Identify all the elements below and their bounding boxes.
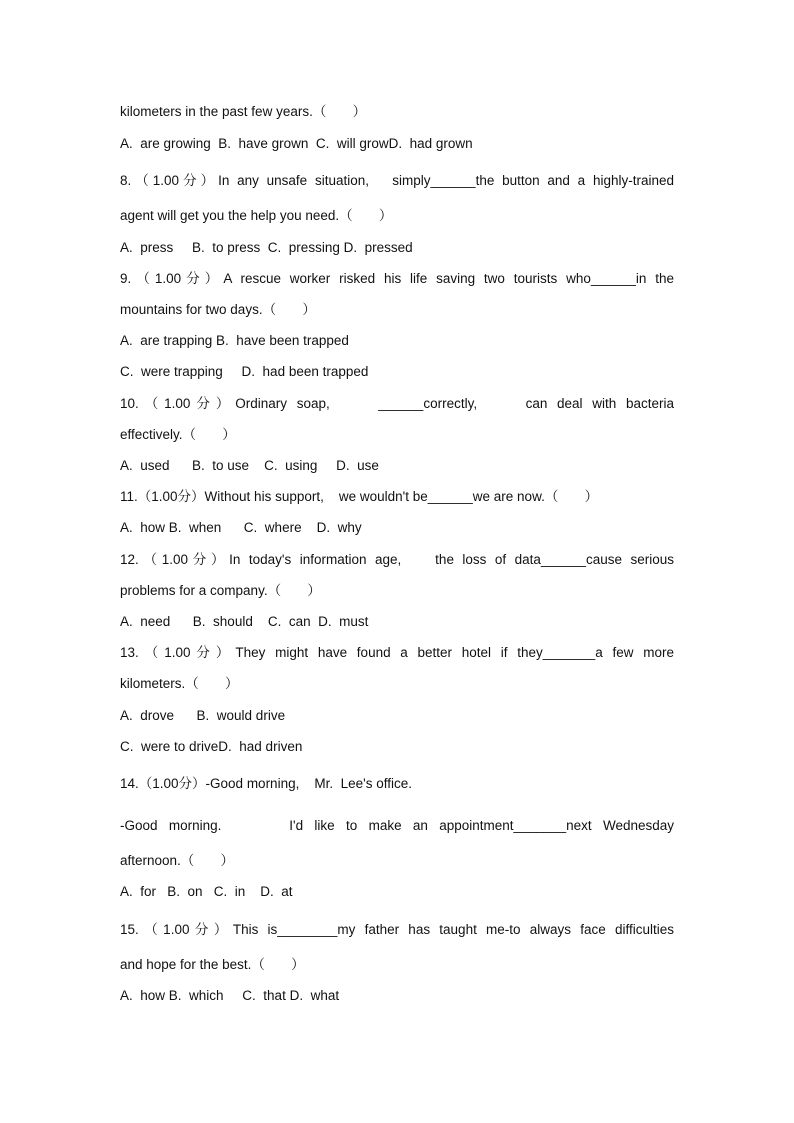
q10-question-line: 10.（1.00分）Ordinary soap, ______correctly, can deal with bacteria (120, 396, 674, 411)
q7-options: A. are growing B. have grown C. will growD. had grown (120, 136, 473, 151)
q10-question-line: effectively.（ ） (120, 427, 236, 442)
q9-question-line: mountains for two days.（ ） (120, 302, 316, 317)
q14-question-line: 14.（1.00分）-Good morning, Mr. Lee's office. (120, 776, 412, 791)
q13-options: A. drove B. would drive (120, 708, 286, 723)
q15-options: A. how B. which C. that D. what (120, 988, 340, 1003)
q9-options: A. are trapping B. have been trapped (120, 333, 349, 348)
q10-options: A. used B. to use C. using D. use (120, 458, 379, 473)
q7-question-line: kilometers in the past few years.（ ） (120, 104, 367, 119)
q14-question-line: -Good morning. I'd like to make an appointment_______next Wednesday (120, 818, 674, 833)
q13-question-line: kilometers.（ ） (120, 676, 239, 691)
q15-question-line: and hope for the best.（ ） (120, 957, 305, 972)
q9-question-line: 9.（1.00分）A rescue worker risked his life saving two tourists who______in the (120, 271, 674, 286)
q15-question-line: 15.（1.00分）This is________my father has taught me-to always face difficulties (120, 922, 674, 937)
q11-options: A. how B. when C. where D. why (120, 520, 362, 535)
q8-options: A. press B. to press C. pressing D. pressed (120, 240, 413, 255)
q14-options: A. for B. on C. in D. at (120, 884, 293, 899)
q14-question-line: afternoon.（ ） (120, 853, 235, 868)
q12-question-line: problems for a company.（ ） (120, 583, 321, 598)
q11-question-line: 11.（1.00分）Without his support, we wouldn't be______we are now.（ ） (120, 489, 599, 504)
q9-options: C. were trapping D. had been trapped (120, 364, 369, 379)
q13-options: C. were to driveD. had driven (120, 739, 303, 754)
q12-question-line: 12.（1.00分）In today's information age, the loss of data______cause serious (120, 552, 674, 567)
q8-question-line: agent will get you the help you need.（ ） (120, 208, 393, 223)
q8-question-line: 8.（1.00分）In any unsafe situation, simply______the button and a highly-trained (120, 173, 674, 188)
q12-options: A. need B. should C. can D. must (120, 614, 369, 629)
q13-question-line: 13.（1.00分）They might have found a better hotel if they_______a few more (120, 645, 674, 660)
